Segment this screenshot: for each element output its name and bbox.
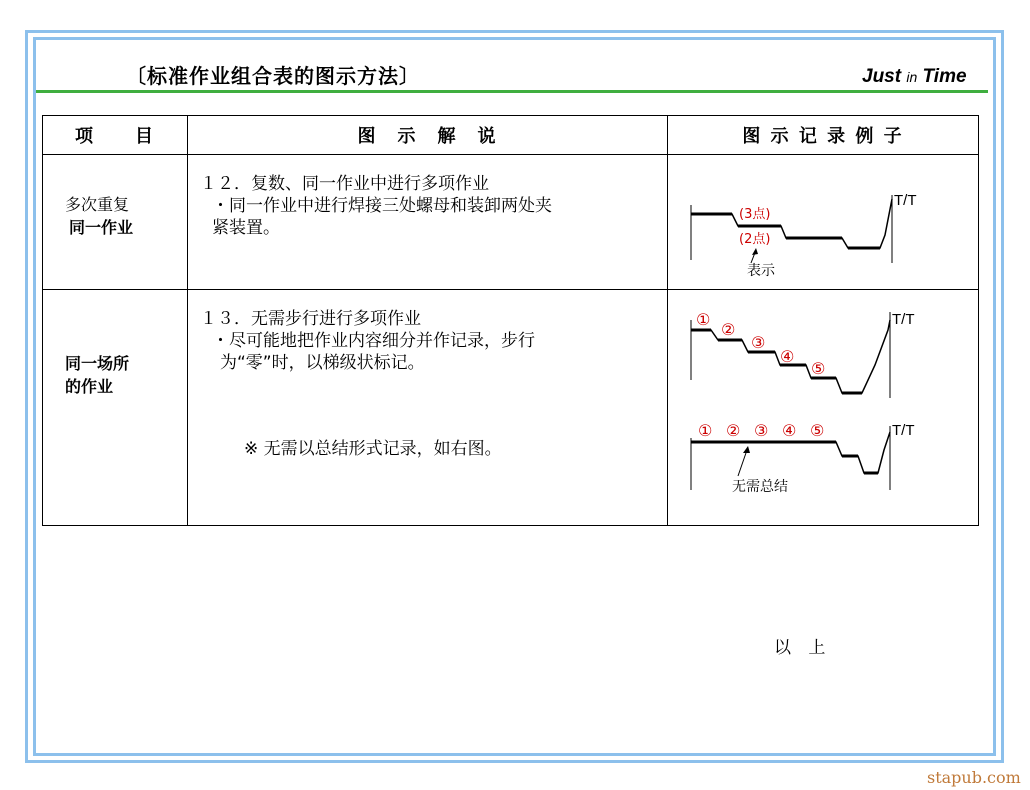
step-number-1: ①	[698, 421, 713, 440]
desc-line: ・尽可能地把作业内容细分并作记录，步行	[212, 331, 535, 351]
method-table	[42, 115, 979, 526]
end-mark: 以 上	[774, 638, 832, 658]
tt-label: T/T	[892, 311, 915, 328]
step-number-3: ③	[754, 421, 769, 440]
desc-line: 紧装置。	[212, 218, 280, 238]
jit-in: in	[906, 69, 918, 85]
step-number-3: ③	[751, 333, 766, 352]
desc-line: １２．复数、同一作业中进行多项作业	[200, 174, 489, 194]
step-number-4: ④	[782, 421, 797, 440]
item-line: 同一作业	[69, 218, 134, 237]
header-description: 图 示 解 说	[188, 116, 668, 155]
step-number-4: ④	[780, 347, 795, 366]
annotation-note: 无需总结	[732, 479, 788, 495]
item-cell	[43, 290, 188, 526]
step-diagram-svg	[668, 155, 978, 290]
summary-note: ※ 无需以总结形式记录，如右图。	[244, 439, 502, 459]
header-example: 图 示 记 录 例 子	[668, 116, 979, 155]
item-text	[43, 193, 187, 239]
work-step-line	[691, 199, 892, 248]
watermark: stapub.com	[927, 768, 1021, 787]
annotation-note: 表示	[747, 263, 775, 279]
desc-line: １３．无需步行进行多项作业	[200, 309, 421, 329]
page-title: 〔标准作业组合表的图示方法〕	[126, 64, 420, 88]
step-number-5: ⑤	[810, 421, 825, 440]
example-cell	[668, 155, 979, 290]
step-number-1: ①	[696, 310, 711, 329]
tt-label: T/T	[892, 422, 915, 439]
jit-time: Time	[917, 66, 967, 87]
item-line: 同一场所	[65, 354, 130, 373]
arrow-line	[738, 450, 747, 476]
header-item: 项 目	[43, 116, 188, 155]
step-number-2: ②	[726, 421, 741, 440]
desc-line: 为“零”时，以梯级状标记。	[220, 353, 425, 373]
tt-label: T/T	[894, 192, 917, 209]
table-row	[43, 155, 979, 290]
item-text	[43, 352, 187, 398]
annotation-2pts: (2点)	[739, 232, 771, 247]
item-line: 的作业	[65, 377, 114, 396]
table-header-row	[43, 116, 979, 155]
title-rule	[36, 90, 988, 93]
annotation-3pts: (3点)	[739, 207, 771, 222]
just-in-time-logo	[862, 66, 967, 88]
example-cell	[668, 290, 979, 526]
desc-line: ・同一作业中进行焊接三处螺母和装卸两处夹	[212, 196, 552, 216]
description-cell	[188, 290, 668, 526]
step-number-2: ②	[721, 320, 736, 339]
arrow-head-icon	[743, 446, 750, 453]
jit-just: Just	[862, 66, 907, 87]
arrow-head-icon	[752, 248, 758, 255]
item-line: 多次重复	[65, 195, 130, 214]
table-row	[43, 290, 979, 526]
step-number-5: ⑤	[811, 359, 826, 378]
description-text	[188, 308, 667, 374]
step-diagram-svg	[668, 290, 978, 526]
item-cell	[43, 155, 188, 290]
description-text	[188, 173, 667, 239]
description-cell	[188, 155, 668, 290]
